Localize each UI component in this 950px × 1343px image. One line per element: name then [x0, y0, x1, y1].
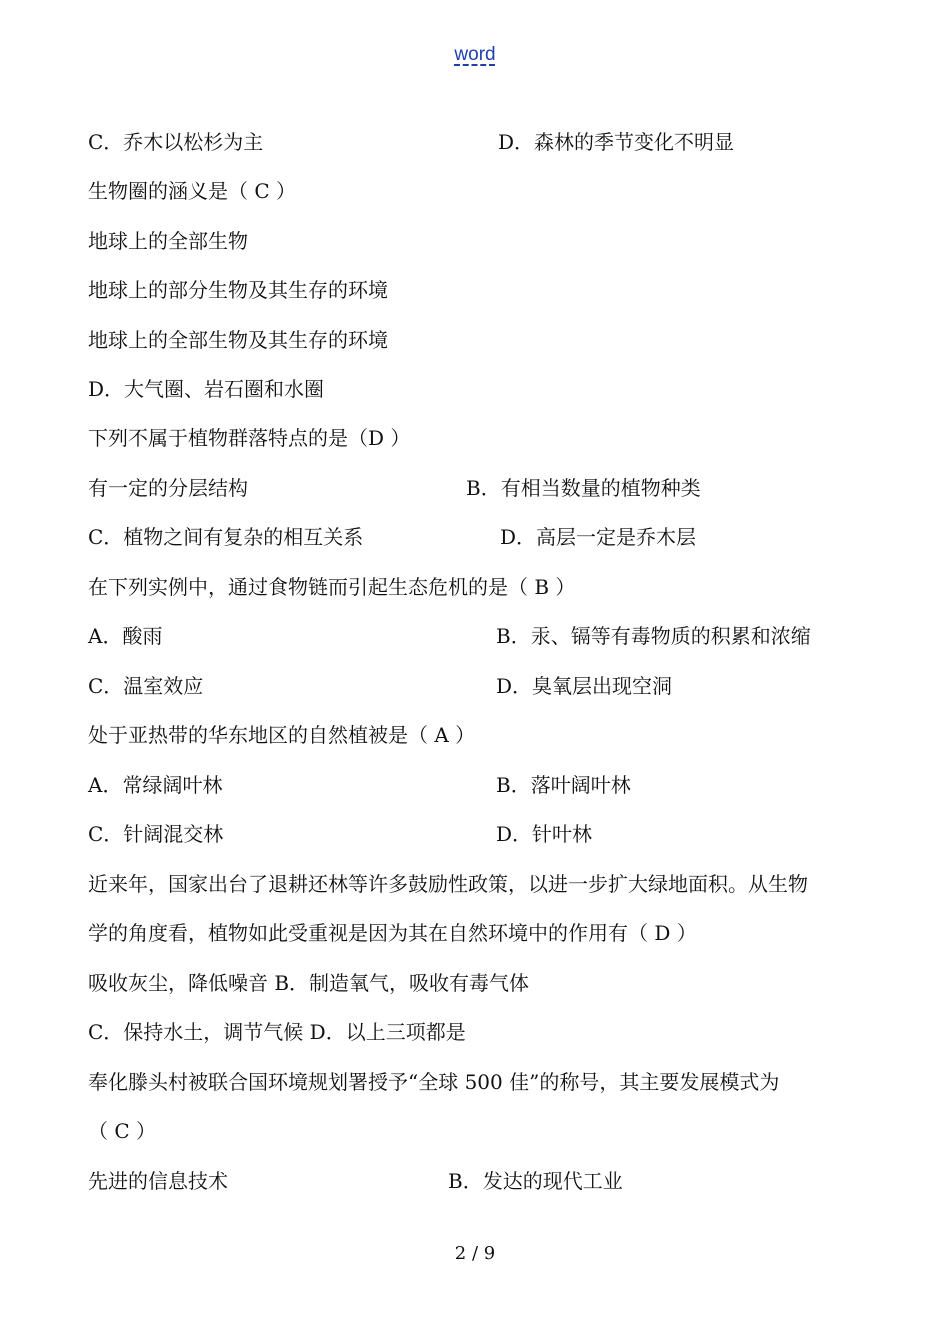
option-text: B．发达的现代工业 — [448, 1169, 623, 1193]
text-line — [88, 1167, 623, 1195]
option-text: B．落叶阔叶林 — [496, 773, 631, 797]
line-text: 在下列实例中，通过食物链而引起生态危机的是（ B ） — [88, 575, 576, 599]
text-line — [88, 672, 673, 700]
line-text: 奉化滕头村被联合国环境规划署授予“全球 500 佳”的称号，其主要发展模式为 — [88, 1070, 780, 1094]
option-text: D．针叶林 — [496, 822, 593, 846]
question-line — [88, 870, 808, 898]
line-text: 地球上的部分生物及其生存的环境 — [88, 278, 388, 302]
text-line — [88, 1018, 466, 1046]
line-text: D．大气圈、岩石圈和水圈 — [88, 377, 325, 401]
text-line — [88, 276, 388, 304]
line-text: 学的角度看，植物如此受重视是因为其在自然环境中的作用有（ D ） — [88, 921, 697, 945]
question-line — [88, 424, 410, 452]
text-line — [88, 969, 529, 997]
option-text: B．有相当数量的植物种类 — [466, 476, 701, 500]
text-line — [88, 523, 697, 551]
line-text: 有一定的分层结构 — [88, 476, 248, 500]
line-text: 生物圈的涵义是（ C ） — [88, 179, 297, 203]
option-text: D．森林的季节变化不明显 — [498, 130, 735, 154]
text-line — [88, 771, 631, 799]
document-header — [0, 44, 950, 66]
question-line — [88, 1068, 779, 1096]
line-text: 地球上的全部生物及其生存的环境 — [88, 328, 388, 352]
line-text: 下列不属于植物群落特点的是（D ） — [88, 426, 411, 450]
option-text: D．高层一定是乔木层 — [500, 525, 697, 549]
line-text: 处于亚热带的华东地区的自然植被是（ A ） — [88, 723, 476, 747]
question-line — [88, 721, 475, 749]
line-text: 地球上的全部生物 — [88, 229, 248, 253]
text-line — [88, 820, 593, 848]
line-text: 先进的信息技术 — [88, 1169, 228, 1193]
text-line — [88, 128, 735, 156]
text-line — [88, 474, 701, 502]
text-line — [88, 622, 811, 650]
text-line — [88, 326, 388, 354]
question-line — [88, 573, 575, 601]
line-text: A．酸雨 — [88, 624, 163, 648]
line-text: C．乔木以松杉为主 — [88, 130, 264, 154]
line-text: C．针阔混交林 — [88, 822, 224, 846]
line-text: （ C ） — [88, 1119, 157, 1143]
line-text: A．常绿阔叶林 — [88, 773, 223, 797]
text-line — [88, 227, 248, 255]
option-text: D．臭氧层出现空洞 — [496, 674, 673, 698]
line-text: C．植物之间有复杂的相互关系 — [88, 525, 364, 549]
text-line — [88, 375, 324, 403]
option-text: B．汞、镉等有毒物质的积累和浓缩 — [496, 624, 811, 648]
question-line — [88, 1117, 156, 1145]
question-line — [88, 177, 296, 205]
question-line — [88, 919, 697, 947]
header-word-link[interactable]: word — [454, 44, 496, 65]
line-text: C．保持水土，调节气候 D．以上三项都是 — [88, 1020, 466, 1044]
line-text: 近来年，国家出台了退耕还林等许多鼓励性政策，以进一步扩大绿地面积。从生物 — [88, 872, 808, 896]
line-text: C．温室效应 — [88, 674, 204, 698]
page-number: 2 / 9 — [454, 1243, 496, 1264]
line-text: 吸收灰尘，降低噪音 B．制造氧气，吸收有毒气体 — [88, 971, 530, 995]
